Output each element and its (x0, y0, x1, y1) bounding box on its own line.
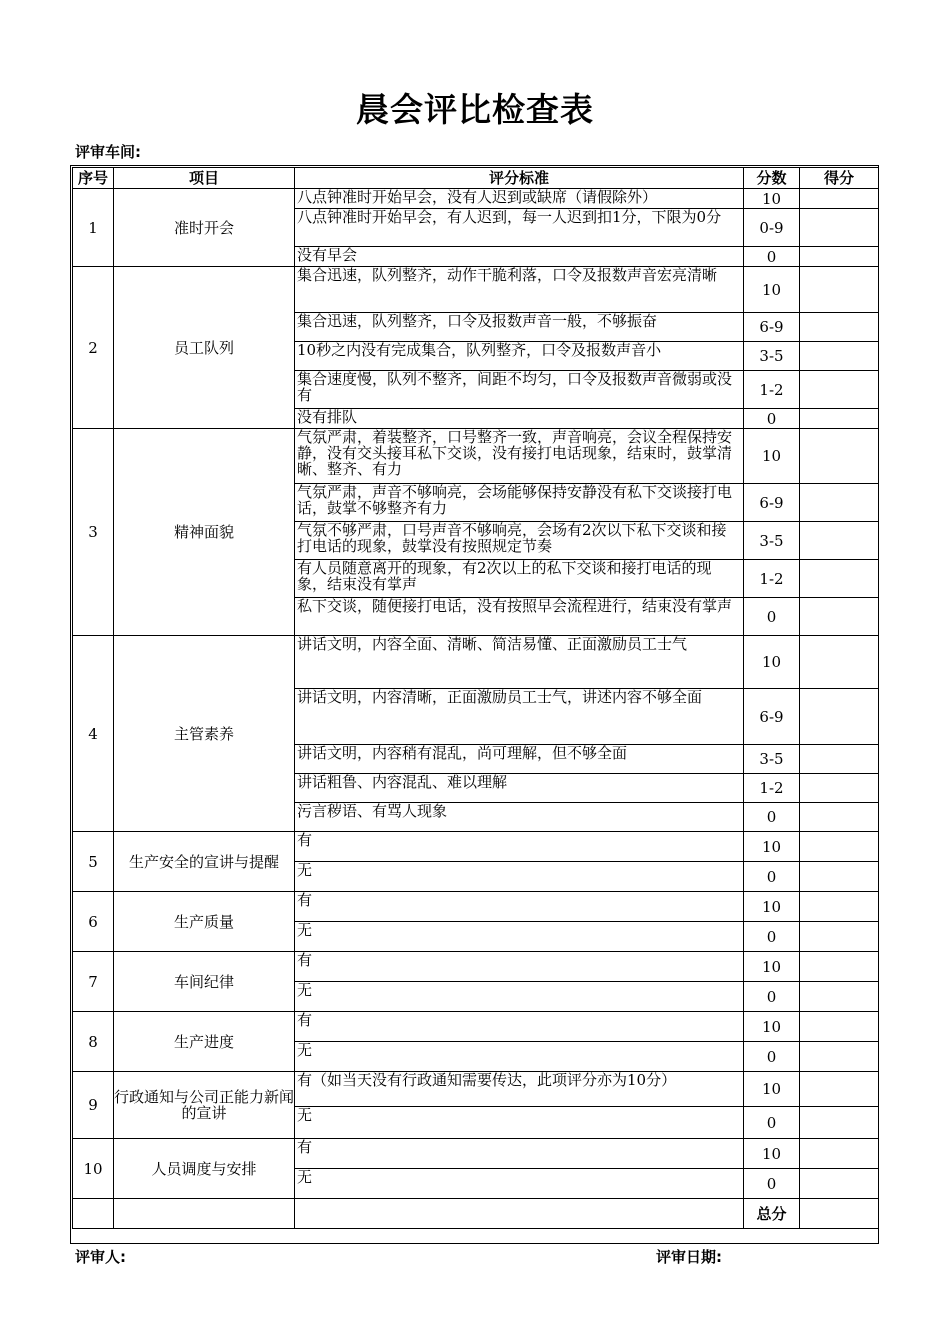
table-row (73, 189, 879, 209)
score-cell: 0 (744, 247, 800, 267)
reviewer-label: 评审人: (75, 1248, 126, 1266)
criteria-cell: 没有排队 (295, 409, 744, 429)
score-cell: 0 (744, 862, 800, 892)
table-row (73, 832, 879, 862)
total-blank-item (114, 1199, 295, 1229)
got-score-input[interactable] (800, 922, 879, 952)
score-cell: 6-9 (744, 313, 800, 342)
seq-cell: 1 (73, 189, 114, 267)
seq-cell: 10 (73, 1139, 114, 1199)
got-score-input[interactable] (800, 1042, 879, 1072)
criteria-cell: 讲话粗鲁、内容混乱、难以理解 (295, 774, 744, 803)
evaluation-table (72, 167, 879, 1229)
criteria-cell: 气氛严肃，声音不够响亮，会场能够保持安静没有私下交谈接打电话，鼓掌不够整齐有力 (295, 484, 744, 522)
got-score-input[interactable] (800, 774, 879, 803)
score-cell: 0 (744, 803, 800, 832)
score-cell: 0 (744, 1042, 800, 1072)
header-score: 分数 (744, 168, 800, 189)
total-blank-seq (73, 1199, 114, 1229)
got-score-input[interactable] (800, 745, 879, 774)
criteria-cell: 有 (295, 892, 744, 922)
got-score-input[interactable] (800, 209, 879, 247)
got-score-input[interactable] (800, 247, 879, 267)
total-label: 总分 (744, 1199, 800, 1229)
criteria-cell: 没有早会 (295, 247, 744, 267)
score-cell: 10 (744, 189, 800, 209)
criteria-cell: 讲话文明，内容稍有混乱，尚可理解，但不够全面 (295, 745, 744, 774)
score-cell: 0 (744, 922, 800, 952)
item-cell: 准时开会 (114, 189, 295, 267)
got-score-input[interactable] (800, 1072, 879, 1107)
item-cell: 员工队列 (114, 267, 295, 429)
table-row (73, 952, 879, 982)
got-score-input[interactable] (800, 429, 879, 484)
seq-cell: 3 (73, 429, 114, 636)
got-score-input[interactable] (800, 982, 879, 1012)
table-row (73, 429, 879, 484)
got-score-input[interactable] (800, 522, 879, 560)
table-row (73, 267, 879, 313)
criteria-cell: 集合速度慢，队列不整齐，间距不均匀，口令及报数声音微弱或没有 (295, 371, 744, 409)
got-score-input[interactable] (800, 689, 879, 745)
score-cell: 3-5 (744, 342, 800, 371)
header-criteria: 评分标准 (295, 168, 744, 189)
score-cell: 10 (744, 267, 800, 313)
got-score-input[interactable] (800, 803, 879, 832)
score-cell: 3-5 (744, 522, 800, 560)
got-score-input[interactable] (800, 267, 879, 313)
criteria-cell: 集合迅速，队列整齐，动作干脆利落，口令及报数声音宏亮清晰 (295, 267, 744, 313)
item-cell: 行政通知与公司正能力新闻的宣讲 (114, 1072, 295, 1139)
header-got: 得分 (800, 168, 879, 189)
score-cell: 10 (744, 1139, 800, 1169)
got-score-input[interactable] (800, 1107, 879, 1139)
criteria-cell: 有（如当天没有行政通知需要传达，此项评分亦为10分） (295, 1072, 744, 1107)
got-score-input[interactable] (800, 598, 879, 636)
score-cell: 10 (744, 952, 800, 982)
criteria-cell: 无 (295, 922, 744, 952)
score-cell: 10 (744, 892, 800, 922)
item-cell: 生产质量 (114, 892, 295, 952)
got-score-input[interactable] (800, 832, 879, 862)
score-cell: 10 (744, 636, 800, 689)
total-row (73, 1199, 879, 1229)
seq-cell: 4 (73, 636, 114, 832)
score-cell: 3-5 (744, 745, 800, 774)
criteria-cell: 气氛不够严肃，口号声音不够响亮，会场有2次以下私下交谈和接打电话的现象，鼓掌没有按照规定节奏 (295, 522, 744, 560)
criteria-cell: 有 (295, 832, 744, 862)
header-row (73, 168, 879, 189)
review-date-label: 评审日期: (656, 1248, 722, 1266)
item-cell: 车间纪律 (114, 952, 295, 1012)
header-item: 项目 (114, 168, 295, 189)
criteria-cell: 八点钟准时开始早会，没有人迟到或缺席（请假除外） (295, 189, 744, 209)
criteria-cell: 无 (295, 1042, 744, 1072)
seq-cell: 5 (73, 832, 114, 892)
got-score-input[interactable] (800, 636, 879, 689)
got-score-input[interactable] (800, 952, 879, 982)
score-cell: 1-2 (744, 560, 800, 598)
got-score-input[interactable] (800, 1012, 879, 1042)
criteria-cell: 有 (295, 1012, 744, 1042)
score-cell: 10 (744, 1012, 800, 1042)
seq-cell: 9 (73, 1072, 114, 1139)
workshop-label: 评审车间: (75, 143, 141, 161)
got-score-input[interactable] (800, 560, 879, 598)
got-score-input[interactable] (800, 484, 879, 522)
got-score-input[interactable] (800, 892, 879, 922)
got-score-input[interactable] (800, 1169, 879, 1199)
page-title: 晨会评比检查表 (356, 90, 594, 129)
score-cell: 6-9 (744, 689, 800, 745)
total-score-input[interactable] (800, 1199, 879, 1229)
table-row (73, 1139, 879, 1169)
table-row (73, 636, 879, 689)
criteria-cell: 有人员随意离开的现象，有2次以上的私下交谈和接打电话的现象，结束没有掌声 (295, 560, 744, 598)
criteria-cell: 有 (295, 1139, 744, 1169)
seq-cell: 2 (73, 267, 114, 429)
got-score-input[interactable] (800, 313, 879, 342)
got-score-input[interactable] (800, 189, 879, 209)
criteria-cell: 私下交谈，随便接打电话，没有按照早会流程进行，结束没有掌声 (295, 598, 744, 636)
score-cell: 6-9 (744, 484, 800, 522)
item-cell: 主管素养 (114, 636, 295, 832)
got-score-input[interactable] (800, 1139, 879, 1169)
seq-cell: 8 (73, 1012, 114, 1072)
table-body (73, 189, 879, 1229)
seq-cell: 6 (73, 892, 114, 952)
criteria-cell: 气氛严肃，着装整齐，口号整齐一致，声音响亮，会议全程保持安静，没有交头接耳私下交谈，没有接打电话现象，结束时，鼓掌清晰、整齐、有力 (295, 429, 744, 484)
table-row (73, 1072, 879, 1107)
table-row (73, 892, 879, 922)
score-cell: 10 (744, 429, 800, 484)
score-cell: 10 (744, 1072, 800, 1107)
score-cell: 1-2 (744, 371, 800, 409)
score-cell: 0 (744, 982, 800, 1012)
score-cell: 0 (744, 1169, 800, 1199)
got-score-input[interactable] (800, 862, 879, 892)
score-cell: 0-9 (744, 209, 800, 247)
seq-cell: 7 (73, 952, 114, 1012)
score-cell: 0 (744, 1107, 800, 1139)
score-cell: 1-2 (744, 774, 800, 803)
table-row (73, 1012, 879, 1042)
criteria-cell: 八点钟准时开始早会，有人迟到，每一人迟到扣1分，下限为0分 (295, 209, 744, 247)
score-cell: 0 (744, 409, 800, 429)
criteria-cell: 10秒之内没有完成集合，队列整齐，口令及报数声音小 (295, 342, 744, 371)
item-cell: 人员调度与安排 (114, 1139, 295, 1199)
item-cell: 生产进度 (114, 1012, 295, 1072)
criteria-cell: 无 (295, 862, 744, 892)
score-cell: 0 (744, 598, 800, 636)
criteria-cell: 无 (295, 982, 744, 1012)
got-score-input[interactable] (800, 371, 879, 409)
item-cell: 生产安全的宣讲与提醒 (114, 832, 295, 892)
criteria-cell: 无 (295, 1107, 744, 1139)
criteria-cell: 集合迅速，队列整齐，口令及报数声音一般，不够振奋 (295, 313, 744, 342)
got-score-input[interactable] (800, 409, 879, 429)
criteria-cell: 污言秽语、有骂人现象 (295, 803, 744, 832)
score-cell: 10 (744, 832, 800, 862)
total-blank-criteria (295, 1199, 744, 1229)
criteria-cell: 讲话文明，内容清晰，正面激励员工士气，讲述内容不够全面 (295, 689, 744, 745)
criteria-cell: 讲话文明，内容全面、清晰、简洁易懂、正面激励员工士气 (295, 636, 744, 689)
got-score-input[interactable] (800, 342, 879, 371)
item-cell: 精神面貌 (114, 429, 295, 636)
criteria-cell: 有 (295, 952, 744, 982)
header-seq: 序号 (73, 168, 114, 189)
criteria-cell: 无 (295, 1169, 744, 1199)
